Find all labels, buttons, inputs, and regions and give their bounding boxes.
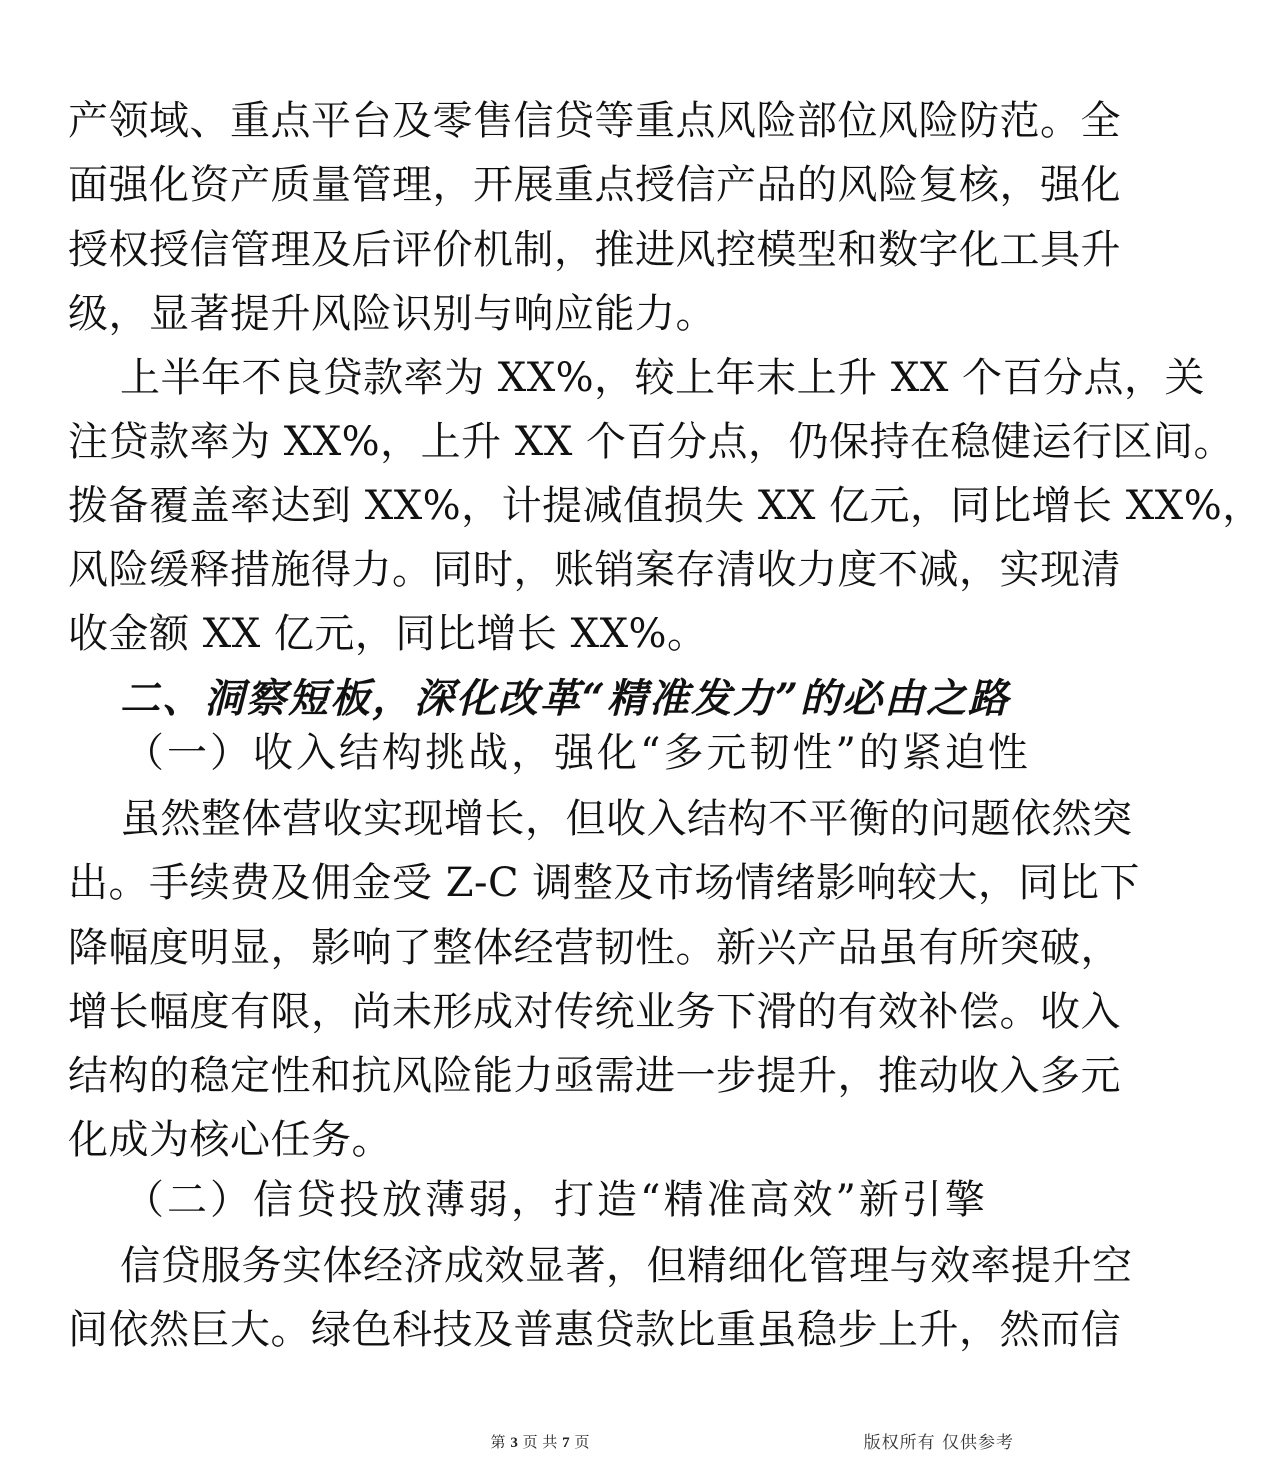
body-line: 间依然巨大。绿色科技及普惠贷款比重虽稳步上升，然而信 (68, 1307, 1121, 1353)
body-line: 级，显著提升风险识别与响应能力。 (68, 291, 716, 337)
body-line: 风险缓释措施得力。同时，账销案存清收力度不减，实现清 (68, 547, 1121, 593)
body-line: 增长幅度有限，尚未形成对传统业务下滑的有效补偿。收入 (68, 989, 1121, 1035)
page-current: 3 (510, 1435, 518, 1451)
body-line: 结构的稳定性和抗风险能力亟需进一步提升，推动收入多元 (68, 1053, 1121, 1099)
page-prefix: 第 (490, 1433, 506, 1451)
body-line: 注贷款率为 XX%，上升 XX 个百分点，仍保持在稳健运行区间。 (68, 419, 1235, 465)
page-suffix: 页 (574, 1433, 590, 1451)
body-line: 产领域、重点平台及零售信贷等重点风险部位风险防范。全 (68, 98, 1121, 144)
body-line: 信贷服务实体经济成效显著，但精细化管理与效率提升空 (120, 1243, 1133, 1289)
body-line: 面强化资产质量管理，开展重点授信产品的风险复核，强化 (68, 162, 1121, 208)
body-line: 收金额 XX 亿元，同比增长 XX%。 (68, 611, 708, 657)
body-line: 虽然整体营收实现增长，但收入结构不平衡的问题依然突 (120, 796, 1133, 842)
body-line: 化成为核心任务。 (68, 1117, 392, 1163)
subsection-heading: （一）收入结构挑战，强化“多元韧性”的紧迫性 (124, 730, 1031, 776)
body-line: 上半年不良贷款率为 XX%，较上年末上升 XX 个百分点，关 (120, 355, 1206, 401)
page-total: 7 (562, 1435, 570, 1451)
body-line: 拨备覆盖率达到 XX%，计提减值损失 XX 亿元，同比增长 XX%， (68, 483, 1263, 529)
body-line: 降幅度明显，影响了整体经营韧性。新兴产品虽有所突破， (68, 925, 1121, 971)
copyright-notice: 版权所有 仅供参考 (863, 1433, 1014, 1453)
page-middle: 页 共 (522, 1433, 558, 1451)
body-line: 授权授信管理及后评价机制，推进风控模型和数字化工具升 (68, 227, 1121, 273)
section-heading: 二、洞察短板，深化改革“精准发力”的必由之路 (120, 675, 1011, 722)
subsection-heading: （二）信贷投放薄弱，打造“精准高效”新引擎 (124, 1177, 988, 1223)
body-line: 出。手续费及佣金受 Z-C 调整及市场情绪影响较大，同比下 (68, 860, 1140, 906)
